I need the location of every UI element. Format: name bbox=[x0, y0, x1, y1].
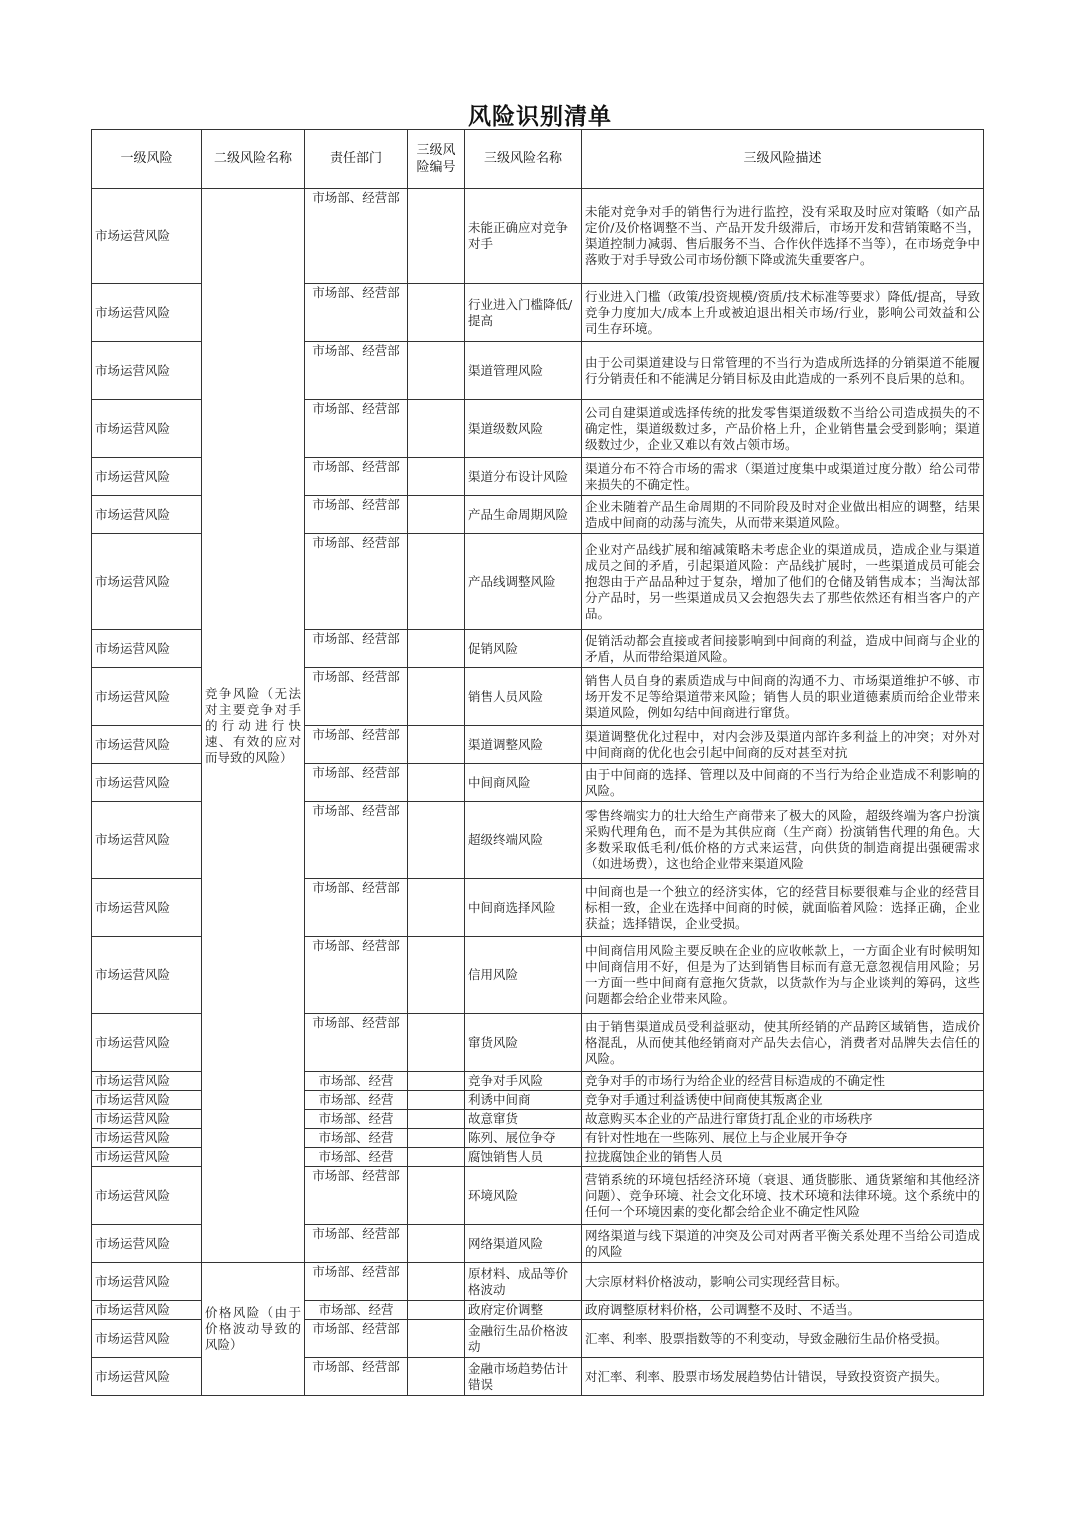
level3-desc-cell bbox=[582, 879, 984, 937]
level3-desc-cell bbox=[582, 1320, 984, 1358]
level3-desc-cell bbox=[582, 630, 984, 668]
department-cell: 市场部、经营部 bbox=[305, 630, 408, 668]
level1-risk-cell: 市场运营风险 bbox=[92, 630, 202, 668]
level1-risk-cell: 市场运营风险 bbox=[92, 342, 202, 400]
level3-name-cell: 利诱中间商 bbox=[465, 1091, 582, 1110]
level3-desc-cell bbox=[582, 937, 984, 1014]
level3-desc-cell bbox=[582, 726, 984, 764]
level3-code-cell bbox=[408, 726, 465, 764]
header-row bbox=[92, 130, 984, 189]
level3-code-cell bbox=[408, 1263, 465, 1301]
department-cell: 市场部、经营部 bbox=[305, 189, 408, 284]
level3-desc-cell bbox=[582, 400, 984, 458]
department-cell: 市场部、经营部 bbox=[305, 1225, 408, 1263]
level3-name-cell: 政府定价调整 bbox=[465, 1301, 582, 1320]
header-level2-name: 二级风险名称 bbox=[202, 130, 305, 189]
level3-name-cell: 促销风险 bbox=[465, 630, 582, 668]
level3-code-cell bbox=[408, 189, 465, 284]
level3-desc-text: 渠道调整优化过程中，对内会涉及渠道内部许多利益上的冲突；对外对中间商商的优化也会引起中间商的反对甚至对抗 bbox=[585, 728, 980, 760]
level1-risk-cell: 市场运营风险 bbox=[92, 1301, 202, 1320]
department-cell: 市场部、经营部 bbox=[305, 1263, 408, 1301]
level1-risk-cell: 市场运营风险 bbox=[92, 1110, 202, 1129]
level3-name-cell: 金融市场趋势估计错误 bbox=[465, 1358, 582, 1396]
level3-code-cell bbox=[408, 284, 465, 342]
department-cell: 市场部、经营部 bbox=[305, 458, 408, 496]
level1-risk-cell: 市场运营风险 bbox=[92, 400, 202, 458]
department-cell: 市场部、经营部 bbox=[305, 879, 408, 937]
level3-desc-text: 竞争对手的市场行为给企业的经营目标造成的不确定性 bbox=[585, 1073, 886, 1088]
level3-desc-cell bbox=[582, 1014, 984, 1072]
level3-code-cell bbox=[408, 1129, 465, 1148]
risk-table bbox=[91, 129, 984, 1396]
level3-desc-cell bbox=[582, 1129, 984, 1148]
level3-code-cell bbox=[408, 496, 465, 534]
level3-code-cell bbox=[408, 1072, 465, 1091]
level1-risk-cell: 市场运营风险 bbox=[92, 1129, 202, 1148]
level1-risk-cell: 市场运营风险 bbox=[92, 1072, 202, 1091]
level3-name-cell: 金融衍生品价格波动 bbox=[465, 1320, 582, 1358]
level3-name-cell: 环境风险 bbox=[465, 1167, 582, 1225]
level3-desc-text: 公司自建渠道或选择传统的批发零售渠道级数不当给公司造成损失的不确定性，渠道级数过多，产品价格上升，企业销售量会受到影响；渠道级数过少，企业又难以有效占领市场。 bbox=[585, 404, 980, 452]
level1-risk-cell: 市场运营风险 bbox=[92, 668, 202, 726]
level1-risk-cell: 市场运营风险 bbox=[92, 1263, 202, 1301]
level1-risk-cell: 市场运营风险 bbox=[92, 496, 202, 534]
level1-risk-cell: 市场运营风险 bbox=[92, 726, 202, 764]
level3-desc-cell bbox=[582, 496, 984, 534]
level3-desc-text: 网络渠道与线下渠道的冲突及公司对两者平衡关系处理不当给公司造成的风险 bbox=[585, 1227, 980, 1259]
level3-desc-text: 营销系统的环境包括经济环境（衰退、通货膨胀、通货紧缩和其他经济问题）、竞争环境、社会文化环境、技术环境和法律环境。这个系统中的任何一个环境因素的变化都会给企业不确定性风险 bbox=[585, 1171, 980, 1219]
level3-desc-cell bbox=[582, 1225, 984, 1263]
level3-code-cell bbox=[408, 534, 465, 630]
level1-risk-cell: 市场运营风险 bbox=[92, 1148, 202, 1167]
level3-name-cell: 渠道调整风险 bbox=[465, 726, 582, 764]
page-title: 风险识别清单 bbox=[468, 104, 612, 130]
level3-desc-text: 企业未随着产品生命周期的不同阶段及时对企业做出相应的调整，结果造成中间商的动荡与流失，从而带来渠道风险。 bbox=[585, 498, 980, 530]
level3-desc-text: 由于中间商的选择、管理以及中间商的不当行为给企业造成不利影响的风险。 bbox=[585, 766, 980, 798]
level3-name-cell: 原材料、成品等价格波动 bbox=[465, 1263, 582, 1301]
department-cell: 市场部、经营部 bbox=[305, 284, 408, 342]
level3-name-cell: 陈列、展位争夺 bbox=[465, 1129, 582, 1148]
level3-code-cell bbox=[408, 400, 465, 458]
department-cell: 市场部、经营部 bbox=[305, 342, 408, 400]
level3-desc-cell bbox=[582, 534, 984, 630]
header-level3-name: 三级风险名称 bbox=[465, 130, 582, 189]
department-cell: 市场部、经营 bbox=[305, 1110, 408, 1129]
risk-table-body bbox=[92, 189, 984, 1396]
level3-code-cell bbox=[408, 1014, 465, 1072]
department-cell: 市场部、经营部 bbox=[305, 534, 408, 630]
level3-name-cell: 信用风险 bbox=[465, 937, 582, 1014]
level3-code-cell bbox=[408, 1167, 465, 1225]
department-cell: 市场部、经营部 bbox=[305, 400, 408, 458]
level3-code-cell bbox=[408, 668, 465, 726]
level3-code-cell bbox=[408, 764, 465, 802]
level1-risk-cell: 市场运营风险 bbox=[92, 937, 202, 1014]
level3-desc-text: 渠道分布不符合市场的需求（渠道过度集中或渠道过度分散）给公司带来损失的不确定性。 bbox=[585, 460, 980, 492]
level1-risk-cell: 市场运营风险 bbox=[92, 534, 202, 630]
department-cell: 市场部、经营部 bbox=[305, 726, 408, 764]
department-cell: 市场部、经营部 bbox=[305, 1167, 408, 1225]
department-cell: 市场部、经营部 bbox=[305, 1014, 408, 1072]
level3-code-cell bbox=[408, 1320, 465, 1358]
level3-desc-cell bbox=[582, 1091, 984, 1110]
level3-code-cell bbox=[408, 937, 465, 1014]
level3-desc-text: 竞争对手通过利益诱使中间商使其叛离企业 bbox=[585, 1092, 823, 1107]
level3-desc-text: 促销活动都会直接或者间接影响到中间商的利益，造成中间商与企业的矛盾，从而带给渠道风险。 bbox=[585, 632, 980, 664]
level3-name-cell: 超级终端风险 bbox=[465, 802, 582, 879]
department-cell: 市场部、经营 bbox=[305, 1091, 408, 1110]
level3-desc-cell bbox=[582, 284, 984, 342]
level3-desc-cell bbox=[582, 189, 984, 284]
department-cell: 市场部、经营 bbox=[305, 1129, 408, 1148]
level3-desc-cell bbox=[582, 1072, 984, 1091]
level3-desc-cell bbox=[582, 802, 984, 879]
level3-code-cell bbox=[408, 1091, 465, 1110]
level1-risk-cell: 市场运营风险 bbox=[92, 879, 202, 937]
level1-risk-cell: 市场运营风险 bbox=[92, 189, 202, 284]
level3-name-cell: 行业进入门槛降低/提高 bbox=[465, 284, 582, 342]
level3-name-cell: 中间商风险 bbox=[465, 764, 582, 802]
level3-code-cell bbox=[408, 1148, 465, 1167]
department-cell: 市场部、经营部 bbox=[305, 668, 408, 726]
level1-risk-cell: 市场运营风险 bbox=[92, 802, 202, 879]
department-cell: 市场部、经营 bbox=[305, 1301, 408, 1320]
level1-risk-cell: 市场运营风险 bbox=[92, 1358, 202, 1396]
header-level3-desc: 三级风险描述 bbox=[582, 130, 984, 189]
level3-code-cell bbox=[408, 630, 465, 668]
level3-name-cell: 未能正确应对竞争对手 bbox=[465, 189, 582, 284]
level3-desc-text: 零售终端实力的壮大给生产商带来了极大的风险，超级终端为客户扮演采购代理角色，而不是为其供应商（生产商）扮演销售代理的角色。大多数采取低毛利/低价格的方式来运营，向供货的制造商提出强硬需求（如进场费），这也给企业带来渠道风险 bbox=[585, 808, 980, 871]
department-cell: 市场部、经营部 bbox=[305, 1320, 408, 1358]
level3-code-cell bbox=[408, 1225, 465, 1263]
level3-desc-text: 行业进入门槛（政策/投资规模/资质/技术标准等要求）降低/提高，导致竞争力度加大/成本上升或被迫退出相关市场/行业，影响公司效益和公司生存环境。 bbox=[585, 288, 980, 336]
department-cell: 市场部、经营 bbox=[305, 1072, 408, 1091]
level3-name-cell: 腐蚀销售人员 bbox=[465, 1148, 582, 1167]
level3-desc-cell bbox=[582, 1301, 984, 1320]
department-cell: 市场部、经营部 bbox=[305, 802, 408, 879]
level3-code-cell bbox=[408, 1110, 465, 1129]
level3-desc-text: 有针对性地在一些陈列、展位上与企业展开争夺 bbox=[585, 1130, 848, 1145]
level1-risk-cell: 市场运营风险 bbox=[92, 1320, 202, 1358]
level3-name-cell: 窜货风险 bbox=[465, 1014, 582, 1072]
level3-name-cell: 中间商选择风险 bbox=[465, 879, 582, 937]
level3-desc-text: 企业对产品线扩展和缩减策略未考虑企业的渠道成员，造成企业与渠道成员之间的矛盾，引起渠道风险：产品线扩展时，一些渠道成员可能会抱怨由于产品品种过于复杂，增加了他们的仓储及销售成本；当淘汰部分产品时，另一些渠道成员又会抱怨失去了那些依然还有相当客户的产品。 bbox=[585, 541, 980, 621]
level3-name-cell: 产品线调整风险 bbox=[465, 534, 582, 630]
level3-code-cell bbox=[408, 879, 465, 937]
level2-risk-cell: 竞争风险（无法对主要竞争对手的行动进行快速、有效的应对而导致的风险） bbox=[202, 189, 305, 1263]
level3-desc-text: 故意购买本企业的产品进行窜货打乱企业的市场秩序 bbox=[585, 1111, 873, 1126]
level3-desc-text: 中间商也是一个独立的经济实体，它的经营目标要很难与企业的经营目标相一致，企业在选择中间商的时候，就面临着风险：选择正确，企业获益；选择错误，企业受损。 bbox=[585, 883, 980, 931]
level3-desc-cell bbox=[582, 342, 984, 400]
level3-code-cell bbox=[408, 802, 465, 879]
department-cell: 市场部、经营部 bbox=[305, 496, 408, 534]
level1-risk-cell: 市场运营风险 bbox=[92, 1167, 202, 1225]
level3-desc-text: 中间商信用风险主要反映在企业的应收帐款上，一方面企业有时候明知中间商信用不好，但是为了达到销售目标而有意无意忽视信用风险；另一方面一些中间商有意拖欠货款，以货款作为与企业谈判的筹码，这些问题都会给企业带来风险。 bbox=[585, 943, 980, 1006]
level3-name-cell: 故意窜货 bbox=[465, 1110, 582, 1129]
level1-risk-cell: 市场运营风险 bbox=[92, 764, 202, 802]
level3-desc-text: 销售人员自身的素质造成与中间商的沟通不力、市场渠道维护不够、市场开发不足等给渠道带来风险；销售人员的职业道德素质而给企业带来渠道风险，例如勾结中间商进行窜货。 bbox=[585, 672, 980, 720]
level3-desc-text: 汇率、利率、股票指数等的不利变动，导致金融衍生品价格受损。 bbox=[585, 1330, 948, 1346]
level3-desc-cell bbox=[582, 1358, 984, 1396]
level1-risk-cell: 市场运营风险 bbox=[92, 1014, 202, 1072]
department-cell: 市场部、经营部 bbox=[305, 764, 408, 802]
level3-desc-text: 对汇率、利率、股票市场发展趋势估计错误，导致投资资产损失。 bbox=[585, 1368, 948, 1384]
level3-desc-cell bbox=[582, 1167, 984, 1225]
level3-desc-text: 拉拢腐蚀企业的销售人员 bbox=[585, 1149, 723, 1164]
level3-name-cell: 竞争对手风险 bbox=[465, 1072, 582, 1091]
department-cell: 市场部、经营部 bbox=[305, 1358, 408, 1396]
level3-desc-cell bbox=[582, 668, 984, 726]
level3-desc-cell bbox=[582, 458, 984, 496]
department-cell: 市场部、经营部 bbox=[305, 937, 408, 1014]
level3-desc-text: 由于公司渠道建设与日常管理的不当行为造成所选择的分销渠道不能履行分销责任和不能满足分销目标及由此造成的一系列不良后果的总和。 bbox=[585, 354, 980, 386]
level3-desc-cell bbox=[582, 1148, 984, 1167]
table-row bbox=[92, 1263, 984, 1301]
level3-code-cell bbox=[408, 458, 465, 496]
table-row bbox=[92, 189, 984, 284]
header-level1: 一级风险 bbox=[92, 130, 202, 189]
level3-name-cell: 渠道级数风险 bbox=[465, 400, 582, 458]
level3-desc-cell bbox=[582, 1110, 984, 1129]
level3-code-cell bbox=[408, 1358, 465, 1396]
level1-risk-cell: 市场运营风险 bbox=[92, 458, 202, 496]
level3-code-cell bbox=[408, 342, 465, 400]
level3-desc-text: 政府调整原材料价格，公司调整不及时、不适当。 bbox=[585, 1302, 861, 1317]
level3-desc-text: 未能对竞争对手的销售行为进行监控，没有采取及时应对策略（如产品定价/及价格调整不当、产品开发升级滞后，市场开发和营销策略不当，渠道控制力减弱、售后服务不当、合作伙伴选择不当等），在市场竞争中落败于对手导致公司市场份额下降或流失重要客户。 bbox=[585, 204, 980, 267]
level3-name-cell: 网络渠道风险 bbox=[465, 1225, 582, 1263]
level3-desc-cell bbox=[582, 1263, 984, 1301]
department-cell: 市场部、经营 bbox=[305, 1148, 408, 1167]
level3-name-cell: 产品生命周期风险 bbox=[465, 496, 582, 534]
level1-risk-cell: 市场运营风险 bbox=[92, 1091, 202, 1110]
level3-desc-text: 由于销售渠道成员受利益驱动，使其所经销的产品跨区域销售，造成价格混乱，从而使其他经销商对产品失去信心，消费者对品牌失去信任的风险。 bbox=[585, 1018, 980, 1066]
level2-risk-cell: 价格风险（由于价格波动导致的风险） bbox=[202, 1263, 305, 1396]
level3-name-cell: 渠道管理风险 bbox=[465, 342, 582, 400]
header-department: 责任部门 bbox=[305, 130, 408, 189]
level3-desc-cell bbox=[582, 764, 984, 802]
header-level3-code: 三级风险编号 bbox=[408, 130, 465, 189]
level3-name-cell: 渠道分布设计风险 bbox=[465, 458, 582, 496]
level1-risk-cell: 市场运营风险 bbox=[92, 284, 202, 342]
level3-name-cell: 销售人员风险 bbox=[465, 668, 582, 726]
level3-code-cell bbox=[408, 1301, 465, 1320]
level3-desc-text: 大宗原材料价格波动，影响公司实现经营目标。 bbox=[585, 1273, 848, 1289]
level1-risk-cell: 市场运营风险 bbox=[92, 1225, 202, 1263]
